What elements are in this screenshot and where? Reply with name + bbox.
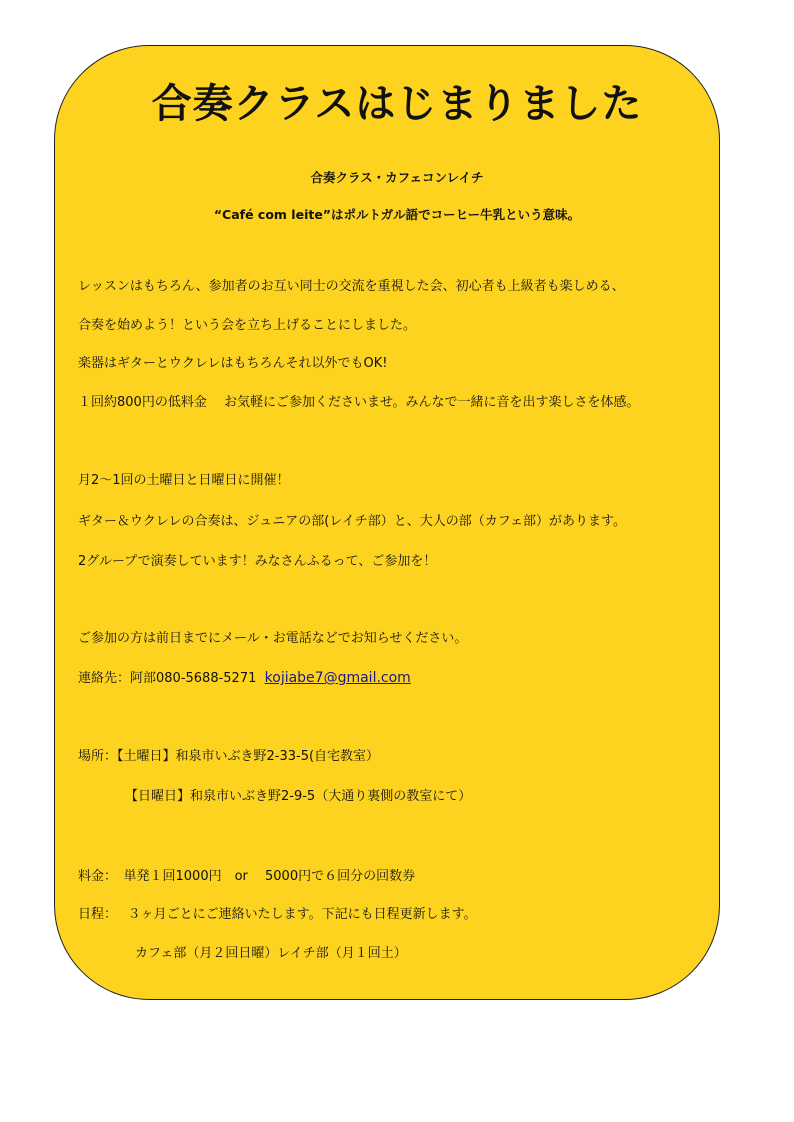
body-line: レッスンはもちろん、参加者のお互い同士の交流を重視した会、初心者も上級者も楽しめる、: [78, 279, 625, 294]
body-line: 月2〜1回の土曜日と日曜日に開催！: [78, 473, 290, 488]
subtitle-meaning: “Café com leite”はポルトガル語でコーヒー牛乳という意味。: [213, 207, 581, 222]
schedule-line: 日程： ３ヶ月ごとにご連絡いたします。下記にも日程更新します。: [78, 907, 477, 922]
body-line: 楽器はギターとウクレレはもちろんそれ以外でもOK!: [78, 356, 388, 371]
flyer-title: 合奏クラスはじまりました: [151, 81, 643, 127]
location-saturday: 場所：【土曜日】和泉市いぶき野2-33-5(自宅教室）: [78, 749, 380, 764]
contact-label: 連絡先：阿部080-5688-5271: [78, 671, 265, 686]
contact-line: [78, 669, 411, 688]
contact-note: ご参加の方は前日までにメール・お電話などでお知らせください。: [78, 631, 468, 646]
schedule-groups: カフェ部（月２回日曜）レイチ部（月１回土）: [135, 946, 407, 961]
body-line: 合奏を始めよう！という会を立ち上げることにしました。: [78, 318, 417, 333]
body-line: ギター＆ウクレレの合奏は、ジュニアの部(レイチ部）と、大人の部（カフェ部）があります。: [78, 514, 627, 529]
body-line: 2グループで演奏しています！みなさんふるって、ご参加を！: [78, 554, 437, 569]
subtitle: 合奏クラス・カフェコンレイチ: [310, 170, 484, 185]
body-line: １回約800円の低料金 お気軽にご参加くださいませ。みんなで一緒に音を出す楽しさを体感。: [78, 395, 640, 410]
fee-line: 料金： 単発１回1000円 or 5000円で６回分の回数券: [78, 869, 416, 884]
email-link[interactable]: kojiabe7@gmail.com: [264, 670, 411, 686]
location-sunday: 【日曜日】和泉市いぶき野2-9-5（大通り裏側の教室にて）: [125, 789, 472, 804]
